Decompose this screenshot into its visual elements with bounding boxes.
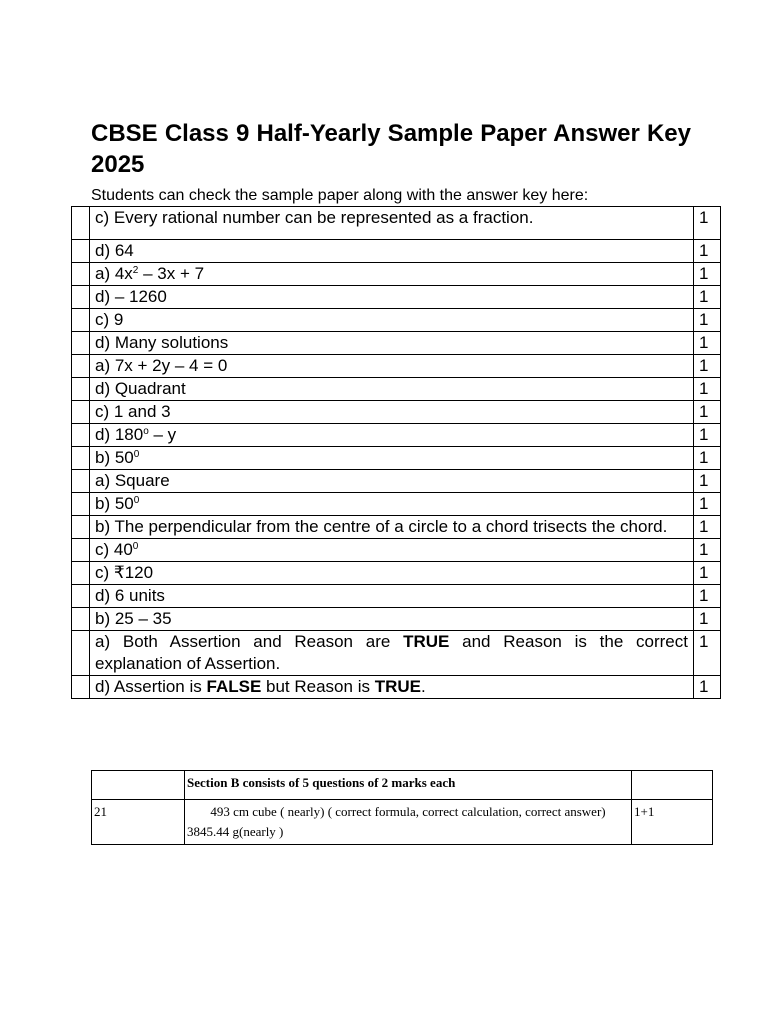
answer-cell: b) 25 – 35 bbox=[90, 608, 694, 631]
question-number-cell bbox=[72, 447, 90, 470]
marks-cell: 1 bbox=[694, 585, 721, 608]
table-row bbox=[72, 378, 721, 401]
marks-cell: 1 bbox=[694, 355, 721, 378]
answer-cell: d) Many solutions bbox=[90, 332, 694, 355]
answer-cell bbox=[185, 800, 632, 845]
marks-cell: 1 bbox=[694, 562, 721, 585]
question-number-cell bbox=[72, 516, 90, 539]
table-row bbox=[72, 401, 721, 424]
table-row bbox=[72, 676, 721, 699]
question-number-cell bbox=[72, 676, 90, 699]
table-row bbox=[72, 631, 721, 676]
table-row bbox=[72, 562, 721, 585]
page-title: CBSE Class 9 Half-Yearly Sample Paper Answer Key 2025 bbox=[91, 120, 691, 178]
answer-cell: c) 9 bbox=[90, 309, 694, 332]
answer-cell: d) Quadrant bbox=[90, 378, 694, 401]
question-number-cell bbox=[72, 286, 90, 309]
answer-cell: a) 7x + 2y – 4 = 0 bbox=[90, 355, 694, 378]
answer-cell: c) Every rational number can be represented as a fraction. bbox=[90, 207, 694, 240]
table-row bbox=[72, 539, 721, 562]
answer-cell: a) Square bbox=[90, 470, 694, 493]
marks-cell: 1 bbox=[694, 207, 721, 240]
marks-cell: 1 bbox=[694, 332, 721, 355]
answer-cell: c) ₹120 bbox=[90, 562, 694, 585]
question-number-cell bbox=[72, 263, 90, 286]
answer-line: 3845.44 g(nearly ) bbox=[187, 824, 284, 839]
marks-cell: 1 bbox=[694, 424, 721, 447]
marks-cell: 1 bbox=[694, 286, 721, 309]
answer-cell: c) 1 and 3 bbox=[90, 401, 694, 424]
question-number-cell bbox=[92, 771, 185, 800]
table-row bbox=[72, 309, 721, 332]
marks-cell: 1 bbox=[694, 539, 721, 562]
question-number-cell bbox=[72, 309, 90, 332]
section-b-table bbox=[91, 770, 713, 845]
table-row bbox=[72, 240, 721, 263]
marks-cell: 1 bbox=[694, 378, 721, 401]
table-row bbox=[72, 608, 721, 631]
question-number-cell bbox=[72, 608, 90, 631]
question-number-cell bbox=[72, 424, 90, 447]
marks-cell: 1 bbox=[694, 516, 721, 539]
question-number-cell bbox=[72, 332, 90, 355]
marks-cell: 1+1 bbox=[632, 800, 713, 845]
table-row bbox=[92, 800, 713, 845]
marks-cell: 1 bbox=[694, 447, 721, 470]
table-row bbox=[72, 447, 721, 470]
marks-cell: 1 bbox=[694, 309, 721, 332]
table-row bbox=[72, 355, 721, 378]
marks-cell bbox=[632, 771, 713, 800]
section-header-row bbox=[92, 771, 713, 800]
table-row bbox=[72, 207, 721, 240]
table-row bbox=[72, 263, 721, 286]
answer-line: 493 cm cube ( nearly) ( correct formula, correct calculation, correct answer) bbox=[210, 804, 606, 819]
question-number-cell bbox=[72, 585, 90, 608]
answer-cell: a) Both Assertion and Reason are TRUE and Reason is the correct explanation of Assertion. bbox=[90, 631, 694, 676]
answer-cell: a) $4x^2 - 3x + 7$ bbox=[90, 263, 694, 286]
answer-cell: b) The perpendicular from the centre of a circle to a chord trisects the chord. bbox=[90, 516, 694, 539]
answer-cell: b) $50^0$ bbox=[90, 447, 694, 470]
intro-text: Students can check the sample paper along with the answer key here: bbox=[91, 187, 589, 204]
table-row bbox=[72, 493, 721, 516]
question-number-cell bbox=[72, 378, 90, 401]
answer-cell: d) – 1260 bbox=[90, 286, 694, 309]
section-header: Section B consists of 5 questions of 2 marks each bbox=[185, 771, 632, 800]
question-number-cell bbox=[72, 631, 90, 676]
answer-cell: d) 6 units bbox=[90, 585, 694, 608]
answer-cell: d) 64 bbox=[90, 240, 694, 263]
table-row bbox=[72, 516, 721, 539]
marks-cell: 1 bbox=[694, 493, 721, 516]
table-row bbox=[72, 470, 721, 493]
marks-cell: 1 bbox=[694, 263, 721, 286]
question-number-cell bbox=[72, 401, 90, 424]
table-row bbox=[72, 424, 721, 447]
answer-cell: d) 180$^o$ – y bbox=[90, 424, 694, 447]
question-number-cell: 21 bbox=[92, 800, 185, 845]
table-row bbox=[72, 332, 721, 355]
question-number-cell bbox=[72, 207, 90, 240]
question-number-cell bbox=[72, 539, 90, 562]
marks-cell: 1 bbox=[694, 470, 721, 493]
marks-cell: 1 bbox=[694, 401, 721, 424]
question-number-cell bbox=[72, 240, 90, 263]
answer-key-table bbox=[71, 206, 721, 699]
question-number-cell bbox=[72, 493, 90, 516]
table-row bbox=[72, 585, 721, 608]
marks-cell: 1 bbox=[694, 631, 721, 676]
question-number-cell bbox=[72, 355, 90, 378]
question-number-cell bbox=[72, 562, 90, 585]
marks-cell: 1 bbox=[694, 608, 721, 631]
answer-cell: c) $40^0$ bbox=[90, 539, 694, 562]
answer-cell: d) Assertion is FALSE but Reason is TRUE. bbox=[90, 676, 694, 699]
table-row bbox=[72, 286, 721, 309]
answer-cell: b) $50^0$ bbox=[90, 493, 694, 516]
question-number-cell bbox=[72, 470, 90, 493]
marks-cell: 1 bbox=[694, 240, 721, 263]
marks-cell: 1 bbox=[694, 676, 721, 699]
